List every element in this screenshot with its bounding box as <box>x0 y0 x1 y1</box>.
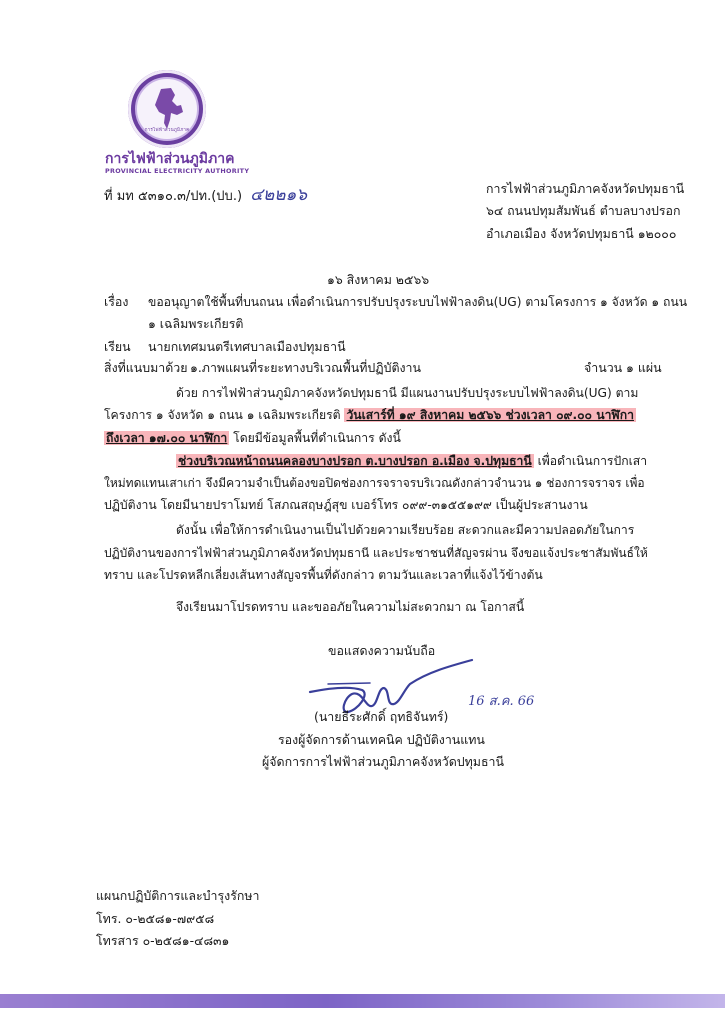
logo-emblem <box>135 77 199 141</box>
page-bottom-margin <box>0 1008 725 1024</box>
org-name-en: PROVINCIAL ELECTRICITY AUTHORITY <box>105 167 250 175</box>
body-p1-line-3-text: โดยมีข้อมูลพื้นที่ดำเนินการ ดังนี้ <box>233 431 401 445</box>
recipient-value: นายกเทศมนตรีเทศบาลเมืองปทุมธานี <box>148 339 346 354</box>
subject-label: เรื่อง <box>104 294 129 309</box>
body-p1-line-1: ด้วย การไฟฟ้าส่วนภูมิภาคจังหวัดปทุมธานี มีแผนงานปรับปรุงระบบไฟฟ้าลงดิน(UG) ตาม <box>176 386 639 400</box>
reference-number <box>104 181 307 208</box>
sender-address-line-2: ๖๔ ถนนปทุมสัมพันธ์ ตำบลบางปรอก <box>486 203 681 218</box>
signatory-name: (นายธีระศักดิ์ ฤทธิจันทร์) <box>314 709 449 724</box>
body-p1-line-2-text: โครงการ ๑ จังหวัด ๑ ถนน ๑ เฉลิมพระเกียรติ <box>104 408 341 422</box>
footer-color-bar <box>0 994 725 1008</box>
org-name-th: การไฟฟ้าส่วนภูมิภาค <box>105 151 235 167</box>
recipient-label: เรียน <box>104 339 131 354</box>
highlight-location: ช่วงบริเวณหน้าถนนคลองบางปรอก ต.บางปรอก อ.เมือง จ.ปทุมธานี <box>178 454 532 468</box>
pea-logo <box>128 70 206 148</box>
body-p1-line-5: ใหม่ทดแทนเสาเก่า จึงมีความจำเป็นต้องขอปิดช่องการจราจรบริเวณดังกล่าวจำนวน ๑ ช่องการจราจร เพื่อ <box>104 476 645 490</box>
highlight-date-start: วันเสาร์ที่ ๑๙ สิงหาคม ๒๕๖๖ ช่วงเวลา ๐๙.๐๐ นาฬิกา <box>346 408 634 422</box>
signatory-position-2: ผู้จัดการการไฟฟ้าส่วนภูมิภาคจังหวัดปทุมธานี <box>262 754 504 769</box>
subject-line-2: ๑ เฉลิมพระเกียรติ <box>148 316 244 331</box>
footer-fax: โทรสาร ๐-๒๕๘๑-๔๘๓๑ <box>96 933 230 948</box>
sender-address-line-3: อำเภอเมือง จังหวัดปทุมธานี ๑๒๐๐๐ <box>486 226 677 241</box>
body-p1-line-2 <box>104 406 636 425</box>
footer-department: แผนกปฏิบัติการและบำรุงรักษา <box>96 888 260 903</box>
closing-salutation: ขอแสดงความนับถือ <box>328 643 436 658</box>
body-p3: จึงเรียนมาโปรดทราบ และขออภัยในความไม่สะดวกมา ณ โอกาสนี้ <box>176 600 525 614</box>
attachment-label: สิ่งที่แนบมาด้วย <box>104 360 188 375</box>
body-p2-line-1: ดังนั้น เพื่อให้การดำเนินงานเป็นไปด้วยความเรียบร้อย สะดวกและมีความปลอดภัยในการ <box>176 523 635 537</box>
body-p1-line-4-text: เพื่อดำเนินการปักเสา <box>537 454 648 468</box>
logo-ring-text: การไฟฟ้าส่วนภูมิภาค <box>144 128 190 133</box>
attachment-value: ๑.ภาพแผนที่ระยะทางบริเวณพื้นที่ปฏิบัติงาน <box>190 360 421 375</box>
signatory-position-1: รองผู้จัดการด้านเทคนิค ปฏิบัติงานแทน <box>278 732 485 747</box>
body-p1-line-4 <box>176 452 647 471</box>
reference-label: ที่ มท ๕๓๑๐.๓/ปท.(ปบ.) <box>104 189 243 204</box>
body-p2-line-2: ปฏิบัติงานของการไฟฟ้าส่วนภูมิภาคจังหวัดปทุมธานี และประชาชนที่สัญจรผ่าน จึงขอแจ้งประชาสัมพันธ์ให้ <box>104 546 648 560</box>
body-p2-line-3: ทราบ และโปรดหลีกเลี่ยงเส้นทางสัญจรพื้นที่ดังกล่าว ตามวันและเวลาที่แจ้งไว้ข้างต้น <box>104 568 543 582</box>
body-p1-line-3 <box>104 429 401 448</box>
subject-line-1: ขออนุญาตใช้พื้นที่บนถนน เพื่อดำเนินการปรับปรุงระบบไฟฟ้าลงดิน(UG) ตามโครงการ ๑ จังหวัด ๑ ถนน <box>148 295 688 309</box>
sender-address-line-1: การไฟฟ้าส่วนภูมิภาคจังหวัดปทุมธานี <box>486 181 685 196</box>
footer-telephone: โทร. ๐-๒๕๘๑-๗๙๕๘ <box>96 911 215 926</box>
attachment-count: จำนวน ๑ แผ่น <box>584 360 662 375</box>
signature-date-handwritten: 16 ส.ค. 66 <box>468 694 535 709</box>
highlight-time-end: ถึงเวลา ๑๗.๐๐ นาฬิกา <box>106 431 228 445</box>
reference-handwritten: ๔๒๒๑๖ <box>250 185 308 205</box>
body-p1-line-6: ปฏิบัติงาน โดยมีนายปราโมทย์ โสภณสฤษฎ์สุข เบอร์โทร ๐๙๙-๓๑๕๕๑๙๙ เป็นผู้ประสานงาน <box>104 498 588 512</box>
letter-date: ๑๖ สิงหาคม ๒๕๖๖ <box>327 272 430 287</box>
